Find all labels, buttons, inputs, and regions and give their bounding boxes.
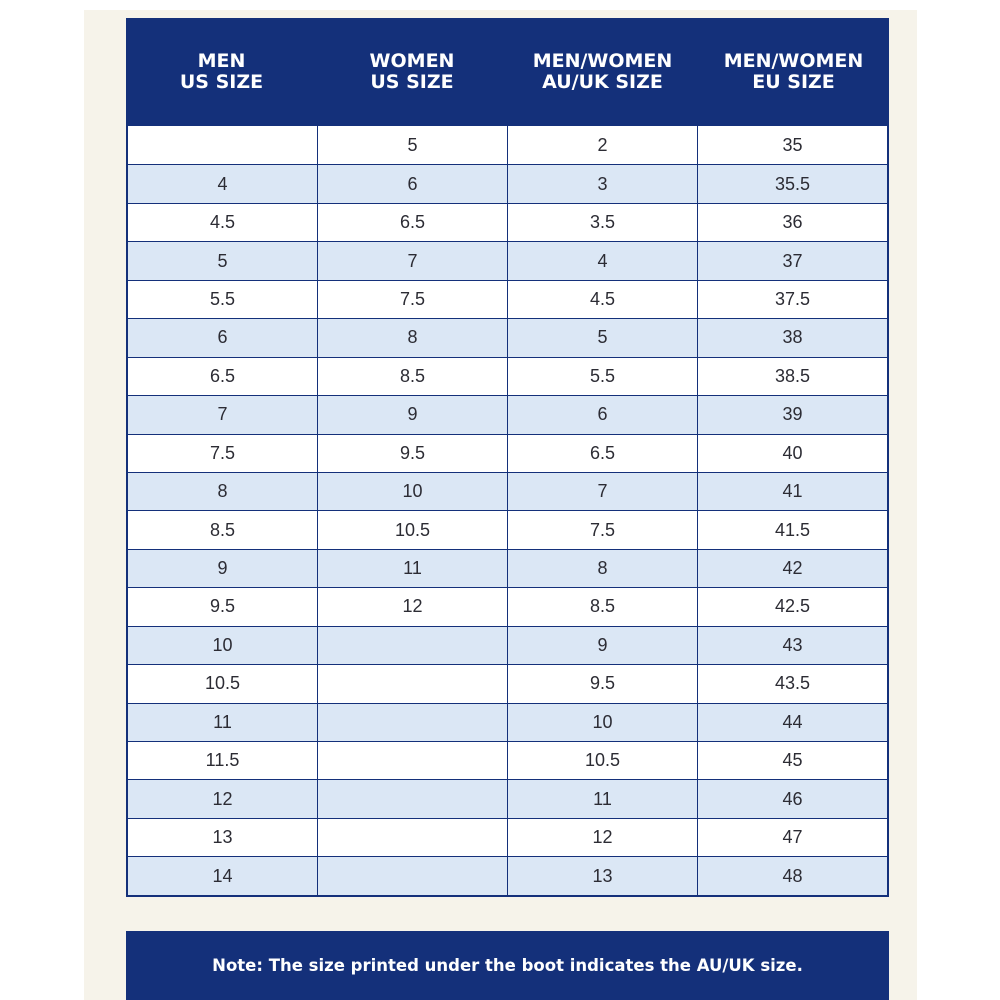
cell-men-us: 11 (128, 704, 318, 741)
cell-women-us (318, 627, 508, 664)
cell-eu: 45 (782, 750, 803, 771)
cell-au-uk: 12 (508, 819, 698, 856)
cell-au-uk: 6.5 (508, 435, 698, 472)
cell-women-us (318, 665, 508, 702)
cell-men-us: 4.5 (128, 204, 318, 241)
cell-eu: 46 (782, 788, 803, 809)
cell-men-us: 8.5 (128, 511, 318, 548)
cell-women-us (318, 742, 508, 779)
cell-au-uk: 3 (508, 165, 698, 202)
table-row (128, 856, 887, 894)
cell-men-us: 12 (128, 780, 318, 817)
cell-eu: 38 (782, 327, 803, 348)
cell-women-us (318, 819, 508, 856)
header-eu-line2: EU SIZE (752, 71, 835, 93)
table-row (128, 318, 887, 356)
cell-women-us: 11 (318, 550, 508, 587)
table-row (128, 472, 887, 510)
size-table-body (126, 126, 889, 897)
cell-au-uk: 3.5 (508, 204, 698, 241)
cell-men-us: 13 (128, 819, 318, 856)
table-row (128, 626, 887, 664)
cell-eu: 43.5 (774, 673, 811, 694)
cell-eu: 47 (782, 827, 803, 848)
cell-eu: 35 (782, 134, 803, 155)
cell-au-uk: 6 (508, 396, 698, 433)
cell-women-us: 7 (318, 242, 508, 279)
header-eu (698, 51, 889, 93)
header-women-us (317, 51, 507, 93)
cell-men-us: 8 (128, 473, 318, 510)
cell-women-us: 7.5 (318, 281, 508, 318)
header-men-us-line1: MEN (197, 50, 246, 72)
cell-eu: 37.5 (774, 288, 811, 309)
cell-au-uk: 5 (508, 319, 698, 356)
cell-men-us: 7 (128, 396, 318, 433)
cell-eu: 40 (782, 442, 803, 463)
cell-eu: 43 (782, 634, 803, 655)
table-row (128, 818, 887, 856)
size-chart (126, 18, 889, 897)
cell-women-us: 9 (318, 396, 508, 433)
table-row (128, 779, 887, 817)
table-row (128, 664, 887, 702)
cell-women-us: 6.5 (318, 204, 508, 241)
cell-au-uk: 11 (508, 780, 698, 817)
header-eu-line1: MEN/WOMEN (723, 50, 864, 72)
cell-au-uk: 7 (508, 473, 698, 510)
cell-women-us: 12 (318, 588, 508, 625)
table-row (128, 587, 887, 625)
cell-men-us: 7.5 (128, 435, 318, 472)
cell-men-us: 4 (128, 165, 318, 202)
cell-au-uk: 9.5 (508, 665, 698, 702)
cell-eu: 48 (782, 865, 803, 886)
cell-au-uk: 10.5 (508, 742, 698, 779)
cell-au-uk: 5.5 (508, 358, 698, 395)
table-row (128, 357, 887, 395)
cell-au-uk: 7.5 (508, 511, 698, 548)
header-women-us-line2: US SIZE (370, 71, 454, 93)
cell-women-us: 8 (318, 319, 508, 356)
cell-au-uk: 2 (508, 126, 698, 164)
cell-men-us: 5.5 (128, 281, 318, 318)
cell-eu: 37 (782, 250, 803, 271)
cell-au-uk: 10 (508, 704, 698, 741)
header-men-us-line2: US SIZE (179, 71, 264, 93)
cell-au-uk: 13 (508, 857, 698, 894)
table-row (128, 549, 887, 587)
cell-men-us: 11.5 (128, 742, 318, 779)
cell-au-uk: 8.5 (508, 588, 698, 625)
note-banner: Note: The size printed under the boot indicates the AU/UK size. (126, 931, 889, 1000)
cell-women-us: 10.5 (318, 511, 508, 548)
table-row (128, 241, 887, 279)
cell-eu: 42.5 (774, 596, 811, 617)
header-au-uk (507, 51, 698, 93)
cell-women-us: 5 (318, 126, 508, 164)
cell-au-uk: 4.5 (508, 281, 698, 318)
cell-men-us: 14 (128, 857, 318, 894)
cell-men-us (128, 126, 318, 164)
cell-women-us (318, 704, 508, 741)
cell-women-us: 6 (318, 165, 508, 202)
cell-women-us (318, 857, 508, 894)
cell-eu: 36 (782, 212, 803, 233)
cell-women-us: 9.5 (318, 435, 508, 472)
cell-eu: 38.5 (774, 365, 811, 386)
cell-women-us: 8.5 (318, 358, 508, 395)
table-row (128, 280, 887, 318)
table-row (128, 395, 887, 433)
size-chart-header (126, 18, 889, 126)
cell-women-us: 10 (318, 473, 508, 510)
cell-men-us: 10 (128, 627, 318, 664)
table-row (128, 126, 887, 164)
header-au-uk-line1: MEN/WOMEN (532, 50, 673, 72)
cell-au-uk: 4 (508, 242, 698, 279)
cell-eu: 41.5 (774, 519, 811, 540)
header-men-us (126, 51, 317, 93)
cell-men-us: 10.5 (128, 665, 318, 702)
table-row (128, 164, 887, 202)
cell-eu: 35.5 (774, 173, 811, 194)
table-row (128, 741, 887, 779)
cell-men-us: 6 (128, 319, 318, 356)
cell-eu: 44 (782, 711, 803, 732)
table-row (128, 203, 887, 241)
cell-au-uk: 9 (508, 627, 698, 664)
cell-women-us (318, 780, 508, 817)
cell-men-us: 6.5 (128, 358, 318, 395)
header-women-us-line1: WOMEN (369, 50, 455, 72)
header-au-uk-line2: AU/UK SIZE (542, 71, 663, 93)
table-row (128, 510, 887, 548)
table-row (128, 434, 887, 472)
cell-eu: 42 (782, 558, 803, 579)
table-row (128, 703, 887, 741)
cell-men-us: 9.5 (128, 588, 318, 625)
cell-men-us: 5 (128, 242, 318, 279)
cell-eu: 41 (782, 481, 803, 502)
cell-eu: 39 (782, 404, 803, 425)
cell-au-uk: 8 (508, 550, 698, 587)
cell-men-us: 9 (128, 550, 318, 587)
